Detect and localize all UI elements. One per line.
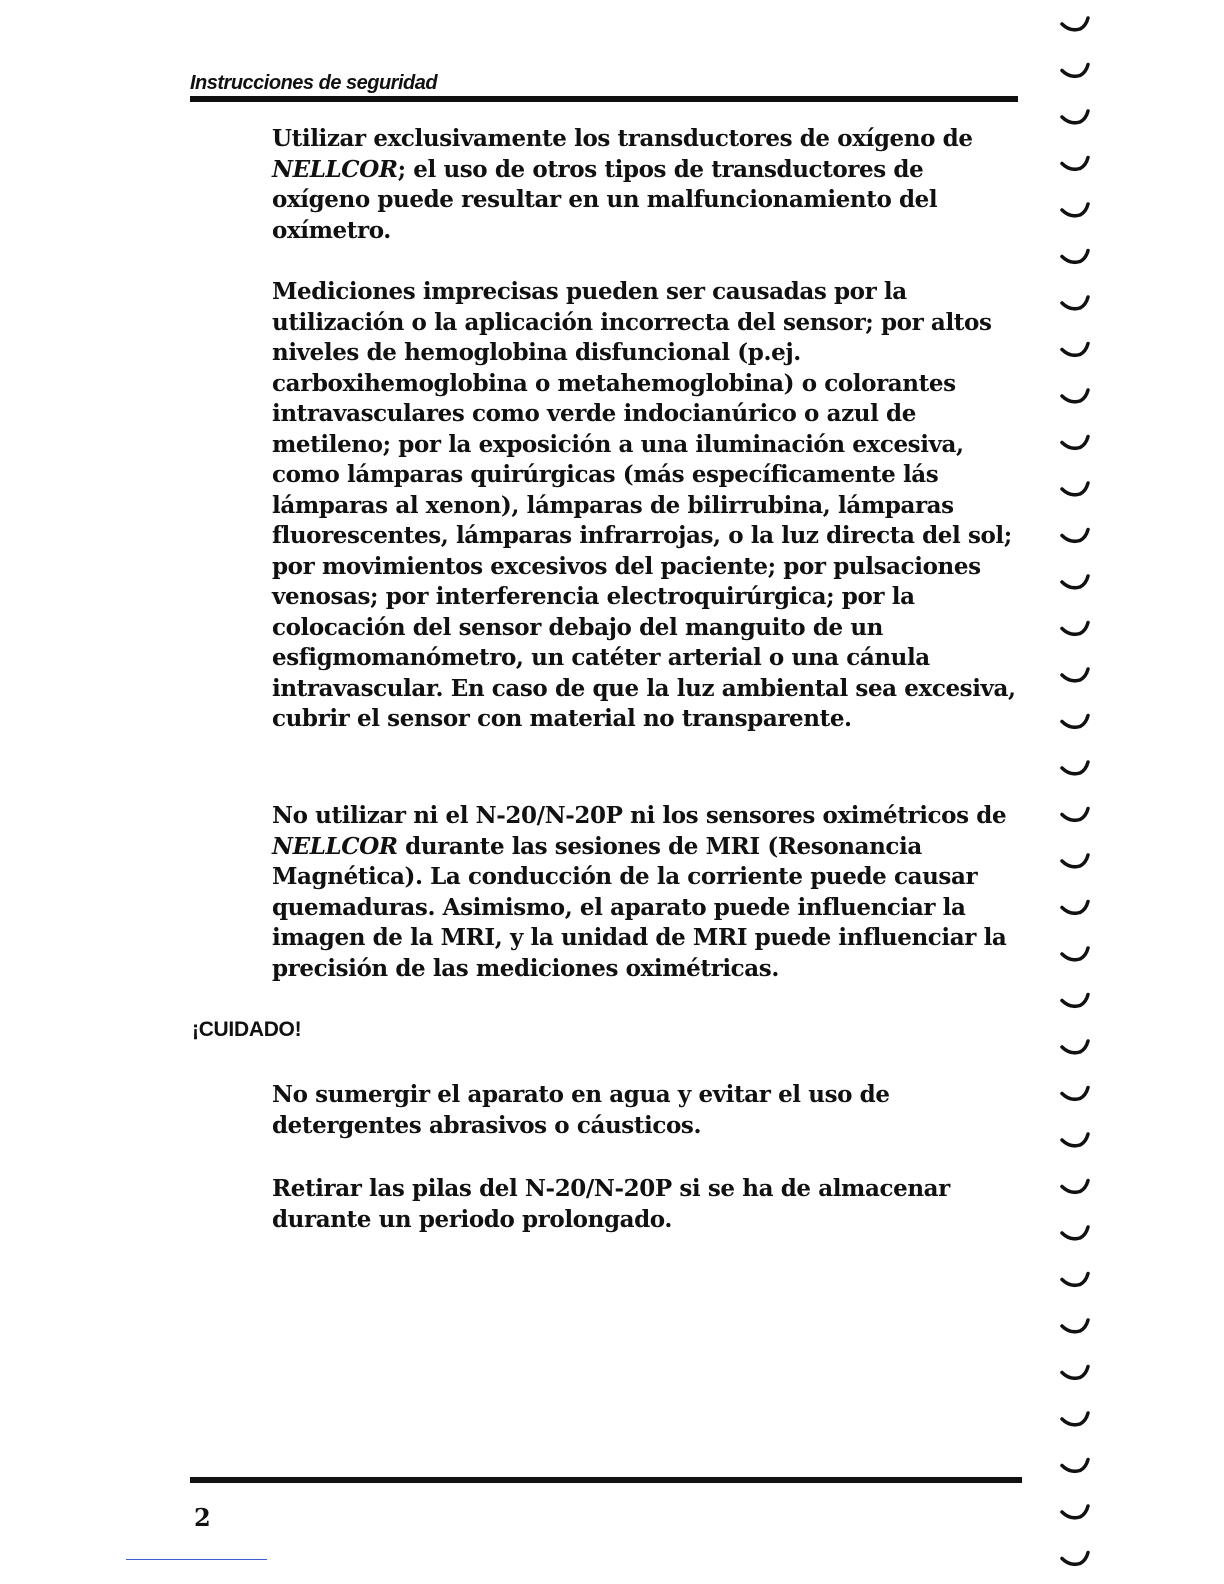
binding-mark xyxy=(1062,1181,1088,1193)
binding-mark xyxy=(1062,576,1088,588)
binding-mark xyxy=(1062,762,1088,774)
paragraph-text: No sumergir el aparato en agua y evitar el uso de detergentes abrasivos o cáusticos. xyxy=(272,1081,890,1139)
binding-mark xyxy=(1062,1553,1088,1565)
section-title: Instrucciones de seguridad xyxy=(190,72,438,94)
warning-paragraph-2 xyxy=(272,277,1022,735)
binding-mark xyxy=(1062,948,1088,960)
binding-mark xyxy=(1062,1227,1088,1239)
binding-mark xyxy=(1062,483,1088,495)
caution-paragraph-2 xyxy=(272,1174,1022,1235)
warning-paragraph-3 xyxy=(272,801,1022,984)
paragraph-text xyxy=(272,124,1022,246)
brand-name: NELLCOR xyxy=(272,155,398,183)
binding-mark xyxy=(1062,1367,1088,1379)
binding-mark xyxy=(1062,902,1088,914)
binding-mark xyxy=(1062,855,1088,867)
binding-mark xyxy=(1062,1460,1088,1472)
binding-mark xyxy=(1062,530,1088,542)
caution-paragraph-1 xyxy=(272,1080,1022,1141)
binding-mark xyxy=(1062,204,1088,216)
binding-mark xyxy=(1062,1413,1088,1425)
paragraph-text: Mediciones imprecisas pueden ser causadas por la utilización o la aplicación incorrecta del sensor; por altos niveles de hemoglobina disfuncional (p.ej. carboxihemoglobina o metahemoglobina) o colorantes intravasculares como verde indocianúrico o azul de metileno; por la exposición a una iluminación excesiva, como lámparas quirúrgicas (más específicamente lás lámparas al xenon), lámparas de bilirrubina, lámparas fluorescentes, lámparas infrarrojas, o la luz directa del sol; por movimientos excesivos del paciente; por pulsaciones venosas; por interferencia electroquirúrgica; por la colocación del sensor debajo del manguito de un esfigmomanómetro, un catéter arterial o una cánula intravascular. En caso de que la luz ambiental sea excesiva, cubrir el sensor con material no transparente. xyxy=(272,278,1016,732)
binding-mark xyxy=(1062,995,1088,1007)
footer-rule xyxy=(190,1477,1022,1483)
text-segment: durante las sesiones de MRI (Resonancia Magnética). La conducción de la corriente puede causar quemaduras. Asimismo, el aparato puede influenciar la imagen de la MRI, y la unidad de MRI puede influenciar la precisión de las mediciones oximétricas. xyxy=(272,832,1007,982)
paragraph-text xyxy=(272,801,1022,984)
paragraph-text: Retirar las pilas del N-20/N-20P si se ha de almacenar durante un periodo prolongado. xyxy=(272,1175,950,1233)
text-segment: ; el uso de otros tipos de transductores de oxígeno puede resultar en un malfuncionamiento del oxímetro. xyxy=(272,155,938,244)
binding-mark xyxy=(1062,297,1088,309)
binding-mark xyxy=(1062,111,1088,123)
binding-mark xyxy=(1062,669,1088,681)
caution-heading: ¡CUIDADO! xyxy=(192,1018,302,1041)
text-segment: No utilizar ni el N-20/N-20P ni los sensores oximétricos de xyxy=(272,802,1007,829)
binding-mark xyxy=(1062,251,1088,263)
page-header xyxy=(190,70,1018,102)
page-number: 2 xyxy=(194,1503,211,1532)
binding-mark xyxy=(1062,1320,1088,1332)
binding-mark xyxy=(1062,437,1088,449)
binding-mark xyxy=(1062,1506,1088,1518)
text-segment: Utilizar exclusivamente los transductores de oxígeno de xyxy=(272,125,973,152)
binding-mark xyxy=(1062,1041,1088,1053)
binding-mark xyxy=(1062,809,1088,821)
spiral-binding-marks xyxy=(1058,0,1098,1584)
binding-mark xyxy=(1062,390,1088,402)
warning-paragraph-1 xyxy=(272,124,1022,246)
binding-mark xyxy=(1062,623,1088,635)
binding-mark xyxy=(1062,65,1088,77)
binding-mark xyxy=(1062,18,1088,30)
binding-mark xyxy=(1062,344,1088,356)
binding-mark xyxy=(1062,1274,1088,1286)
brand-name: NELLCOR xyxy=(272,832,398,860)
footnote-rule xyxy=(126,1559,267,1560)
binding-mark xyxy=(1062,1088,1088,1100)
binding-mark xyxy=(1062,158,1088,170)
binding-mark xyxy=(1062,716,1088,728)
binding-mark xyxy=(1062,1134,1088,1146)
